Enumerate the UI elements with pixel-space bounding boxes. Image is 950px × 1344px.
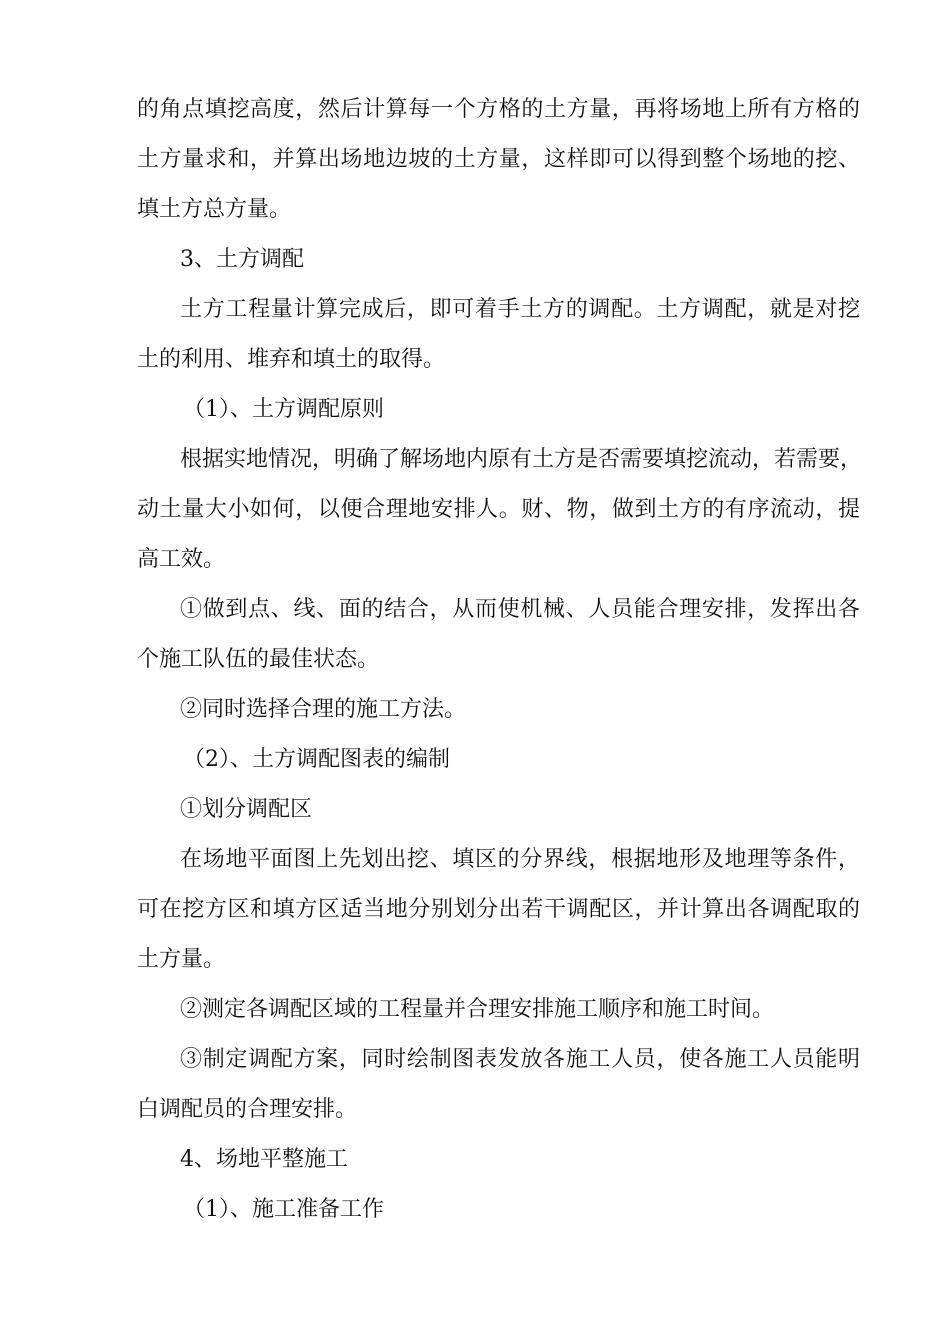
- text-line: ②测定各调配区域的工程量并合理安排施工顺序和施工时间。: [180, 997, 775, 1022]
- text-line: ③制定调配方案，同时绘制图表发放各施工人员，使各施工人员能明: [180, 1047, 860, 1072]
- section-heading: 4、场地平整施工: [180, 1147, 348, 1172]
- section-heading: 3、土方调配: [180, 247, 304, 272]
- text-line: 可在挖方区和填方区适当地分别划分出若干调配区，并计算出各调配取的: [137, 897, 860, 922]
- text-line: 土方量。: [137, 947, 226, 972]
- text-line: 的角点填挖高度，然后计算每一个方格的土方量，再将场地上所有方格的: [137, 97, 860, 122]
- text-line: 土方量求和，并算出场地边坡的土方量，这样即可以得到整个场地的挖、: [137, 147, 860, 172]
- text-line: 高工效。: [137, 547, 226, 572]
- text-line: 个施工队伍的最佳状态。: [137, 647, 380, 672]
- text-line: ①划分调配区: [180, 797, 313, 822]
- text-line: ①做到点、线、面的结合，从而使机械、人员能合理安排，发挥出各: [180, 597, 860, 622]
- subsection-heading: （1）、施工准备工作: [183, 1197, 384, 1222]
- text-line: 在场地平面图上先划出挖、填区的分界线，根据地形及地理等条件，: [180, 847, 860, 872]
- text-line: 土的利用、堆弃和填土的取得。: [137, 347, 446, 372]
- text-line: ②同时选择合理的施工方法。: [180, 697, 467, 722]
- text-line: 土方工程量计算完成后，即可着手土方的调配。土方调配，就是对挖: [180, 297, 860, 322]
- text-line: 动土量大小如何，以便合理地安排人。财、物，做到土方的有序流动，提: [137, 497, 860, 522]
- text-line: 白调配员的合理安排。: [137, 1097, 358, 1122]
- text-line: 填土方总方量。: [137, 197, 292, 222]
- subsection-heading: （2）、土方调配图表的编制: [183, 747, 450, 772]
- text-line: 根据实地情况，明确了解场地内原有土方是否需要填挖流动，若需要，: [180, 447, 863, 472]
- subsection-heading: （1）、土方调配原则: [183, 397, 384, 422]
